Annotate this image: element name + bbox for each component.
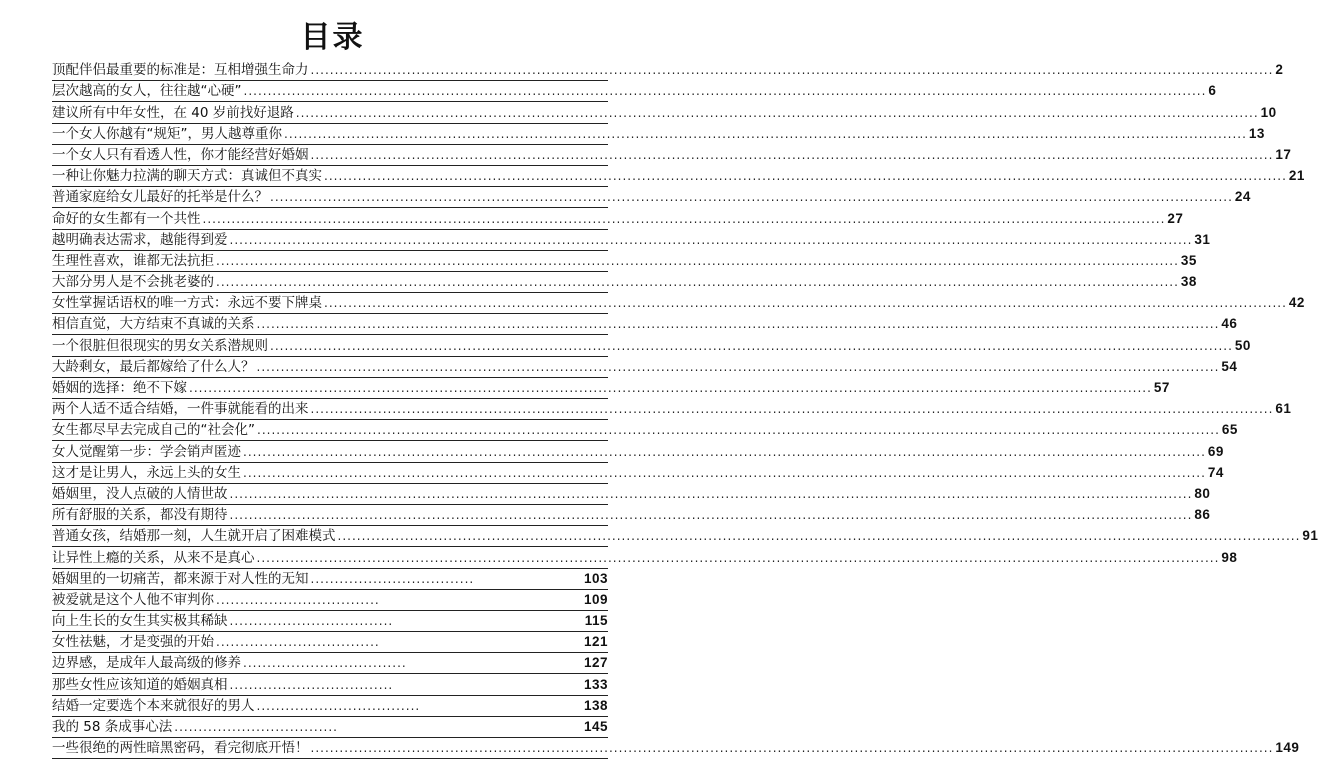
- dot-leader: ........................................................................................................................................................................................................: [229, 486, 1193, 501]
- toc-entry-title: 被爱就是这个人他不审判你: [52, 591, 214, 608]
- dot-leader: ..................................: [216, 592, 380, 607]
- toc-entry-title: 一个女人只有看透人性，你才能经营好婚姻: [52, 146, 309, 163]
- toc-entry-title: 我的 58 条成事心法: [52, 719, 173, 735]
- toc-entry-page-number: 138: [583, 697, 608, 713]
- toc-entry[interactable]: [52, 717, 608, 738]
- toc-entry-title: 大部分男人是不会挑老婆的: [52, 274, 214, 291]
- toc-entry[interactable]: [52, 674, 608, 695]
- dot-leader: ........................................................................................................................................................................................................: [270, 190, 1233, 205]
- dot-leader: ........................................................................................................................................................................................................: [310, 741, 1274, 756]
- toc-entry-page-number: 149: [1275, 740, 1300, 756]
- dot-leader: ........................................................................................................................................................................................................: [270, 338, 1233, 353]
- toc-entry-title: 女性掌握话语权的唯一方式：永远不要下牌桌: [52, 295, 322, 312]
- toc-entry[interactable]: [52, 738, 1300, 759]
- toc-entry-title: 两个人适不适合结婚，一件事就能看的出来: [52, 401, 309, 418]
- toc-entry-page-number: 54: [1221, 358, 1238, 374]
- toc-entry-page-number: 121: [583, 634, 608, 650]
- dot-leader: ..................................: [243, 656, 407, 671]
- toc-entry[interactable]: [52, 314, 1238, 335]
- dot-leader: ..................................: [256, 698, 421, 713]
- toc-entry-page-number: 61: [1275, 401, 1292, 417]
- toc-entry-title: 结婚一定要选个本来就很好的男人: [52, 697, 255, 714]
- toc-entry-page-number: 50: [1234, 337, 1251, 353]
- toc-entry-page-number: 35: [1180, 252, 1197, 268]
- toc-entry-title: 一种让你魅力拉满的聊天方式：真诚但不真实: [52, 168, 322, 185]
- toc-entry-title: 建议所有中年女性，在 40 岁前找好退路: [52, 104, 294, 121]
- dot-leader: ........................................................................................................................................................................................................: [243, 84, 1207, 99]
- dot-leader: ..................................: [216, 635, 380, 650]
- dot-leader: ........................................................................................................................................................................................................: [229, 508, 1193, 523]
- toc-entry-page-number: 65: [1221, 422, 1238, 438]
- dot-leader: ........................................................................................................................................................................................................: [324, 296, 1287, 311]
- toc-entry-title: 普通家庭给女儿最好的托举是什么？: [52, 189, 268, 206]
- toc-entry-title: 所有舒服的关系，都没有期待: [52, 507, 228, 524]
- dot-leader: ........................................................................................................................................................................................................: [216, 275, 1179, 290]
- toc-entry-page-number: 57: [1153, 380, 1170, 395]
- toc-entry[interactable]: [52, 124, 1265, 145]
- toc-entry[interactable]: [52, 60, 1284, 81]
- toc-entry[interactable]: [52, 484, 1211, 505]
- dot-leader: ........................................................................................................................................................................................................: [256, 550, 1220, 565]
- toc-entry[interactable]: [52, 230, 1211, 251]
- dot-leader: ........................................................................................................................................................................................................: [310, 63, 1274, 78]
- toc-entry-title: 婚姻里，没人点破的人情世故: [52, 485, 228, 502]
- toc-entry-page-number: 27: [1167, 210, 1184, 226]
- dot-leader: ........................................................................................................................................................................................................: [256, 359, 1220, 374]
- dot-leader: ........................................................................................................................................................................................................: [229, 232, 1193, 247]
- toc-entry[interactable]: [52, 590, 608, 611]
- toc-entry-title: 顶配伴侣最重要的标准是：互相增强生命力: [52, 62, 309, 79]
- toc-entry[interactable]: [52, 441, 1224, 462]
- toc-entry-title: 让异性上瘾的关系，从来不是真心: [52, 549, 255, 566]
- toc-entry-page-number: 127: [583, 655, 608, 671]
- toc-entry-title: 女生都尽早去完成自己的“社会化”: [52, 422, 255, 439]
- toc-entry[interactable]: [52, 463, 1224, 484]
- toc-entry[interactable]: [52, 187, 1251, 208]
- dot-leader: ........................................................................................................................................................................................................: [243, 444, 1206, 459]
- toc-entry[interactable]: [52, 547, 1238, 568]
- toc-entry-title: 一些很绝的两性暗黑密码，看完彻底开悟！: [52, 740, 309, 757]
- toc-entry[interactable]: [52, 420, 1238, 441]
- toc-entry-page-number: 98: [1221, 549, 1238, 565]
- toc-entry-page-number: 6: [1208, 83, 1217, 99]
- dot-leader: ........................................................................................................................................................................................................: [216, 253, 1179, 268]
- toc-entry-page-number: 74: [1207, 464, 1224, 480]
- toc-entry[interactable]: [52, 357, 1238, 378]
- dot-leader: ........................................................................................................................................................................................................: [310, 402, 1274, 417]
- toc-entry[interactable]: [52, 272, 1197, 293]
- toc-entry-title: 这才是让男人，永远上头的女生: [52, 464, 241, 481]
- dot-leader: ..................................: [174, 720, 338, 734]
- toc-entry[interactable]: [52, 102, 1277, 123]
- toc-entry[interactable]: [52, 696, 608, 717]
- toc-entry-page-number: 2: [1275, 62, 1284, 78]
- toc-entry-page-number: 46: [1221, 316, 1238, 332]
- toc-entry-page-number: 13: [1248, 125, 1265, 141]
- toc-entry-title: 层次越高的女人，往往越“心硬”: [52, 83, 242, 100]
- dot-leader: ........................................................................................................................................................................................................: [189, 381, 1152, 395]
- toc-entry-title: 生理性喜欢，谁都无法抗拒: [52, 252, 214, 269]
- dot-leader: ........................................................................................................................................................................................................: [202, 211, 1166, 226]
- toc-entry[interactable]: [52, 145, 1292, 166]
- toc-entry[interactable]: [52, 293, 1305, 314]
- toc-entry[interactable]: [52, 251, 1197, 272]
- toc-entry[interactable]: [52, 569, 608, 590]
- toc-entry-title: 边界感，是成年人最高级的修养: [52, 655, 241, 672]
- toc-entry-page-number: 91: [1302, 528, 1318, 544]
- toc-entry-page-number: 115: [584, 613, 608, 629]
- toc-entry-title: 那些女性应该知道的婚姻真相: [52, 676, 228, 693]
- toc-entry-title: 婚姻里的一切痛苦，都来源于对人性的无知: [52, 570, 309, 587]
- dot-leader: ........................................................................................................................................................................................................: [256, 317, 1220, 332]
- toc-entry[interactable]: [52, 81, 1217, 102]
- toc-entry-page-number: 86: [1194, 507, 1211, 523]
- toc-entry-title: 女性祛魅，才是变强的开始: [52, 634, 214, 651]
- dot-leader: ........................................................................................................................................................................................................: [324, 169, 1287, 184]
- toc-entry[interactable]: [52, 505, 1211, 526]
- toc-entry-page-number: 133: [583, 676, 608, 692]
- toc-entry[interactable]: [52, 399, 1292, 420]
- toc-entry-title: 婚姻的选择：绝不下嫁: [52, 380, 187, 396]
- dot-leader: ..................................: [310, 571, 475, 586]
- toc-entry-title: 一个很脏但很现实的男女关系潜规则: [52, 337, 268, 354]
- toc-entry-title: 大龄剩女，最后都嫁给了什么人？: [52, 358, 255, 375]
- toc-entry[interactable]: [52, 378, 1170, 399]
- toc-entry[interactable]: [52, 632, 608, 653]
- toc-entry[interactable]: [52, 166, 1305, 187]
- toc-entry-title: 向上生长的女生其实极其稀缺: [52, 613, 228, 630]
- dot-leader: ........................................................................................................................................................................................................: [295, 105, 1259, 120]
- table-of-contents: [52, 60, 1318, 759]
- toc-entry-page-number: 38: [1180, 274, 1197, 290]
- toc-entry-page-number: 17: [1275, 146, 1292, 162]
- toc-entry-page-number: 109: [583, 591, 608, 607]
- toc-entry-title: 普通女孩，结婚那一刻，人生就开启了困难模式: [52, 528, 336, 545]
- dot-leader: ..................................: [229, 614, 394, 629]
- toc-entry-page-number: 103: [583, 570, 608, 586]
- toc-entry[interactable]: [52, 526, 1318, 547]
- toc-entry-page-number: 42: [1288, 295, 1305, 311]
- dot-leader: ........................................................................................................................................................................................................: [257, 423, 1220, 438]
- toc-entry-page-number: 80: [1194, 485, 1211, 501]
- toc-entry-title: 越明确表达需求，越能得到爱: [52, 231, 228, 248]
- toc-entry-page-number: 21: [1288, 168, 1305, 184]
- dot-leader: ........................................................................................................................................................................................................: [284, 126, 1247, 141]
- toc-entry[interactable]: [52, 335, 1251, 356]
- toc-entry-title: 女人觉醒第一步：学会销声匿迹: [52, 443, 241, 460]
- toc-entry-page-number: 24: [1234, 189, 1251, 205]
- toc-entry[interactable]: [52, 208, 1184, 229]
- toc-entry-page-number: 145: [583, 719, 608, 734]
- toc-entry-page-number: 69: [1207, 443, 1224, 459]
- dot-leader: ........................................................................................................................................................................................................: [243, 465, 1206, 480]
- dot-leader: ..................................: [229, 677, 394, 692]
- toc-entry-title: 命好的女生都有一个共性: [52, 210, 201, 227]
- dot-leader: ........................................................................................................................................................................................................: [310, 147, 1274, 162]
- toc-heading: 目录: [300, 20, 365, 55]
- toc-entry[interactable]: [52, 653, 608, 674]
- toc-entry[interactable]: [52, 611, 608, 632]
- toc-entry-title: 一个女人你越有“规矩”，男人越尊重你: [52, 125, 282, 142]
- dot-leader: ........................................................................................................................................................................................................: [337, 529, 1301, 544]
- toc-entry-page-number: 10: [1260, 104, 1277, 120]
- toc-entry-title: 相信直觉，大方结束不真诚的关系: [52, 316, 255, 333]
- toc-entry-page-number: 31: [1194, 231, 1211, 247]
